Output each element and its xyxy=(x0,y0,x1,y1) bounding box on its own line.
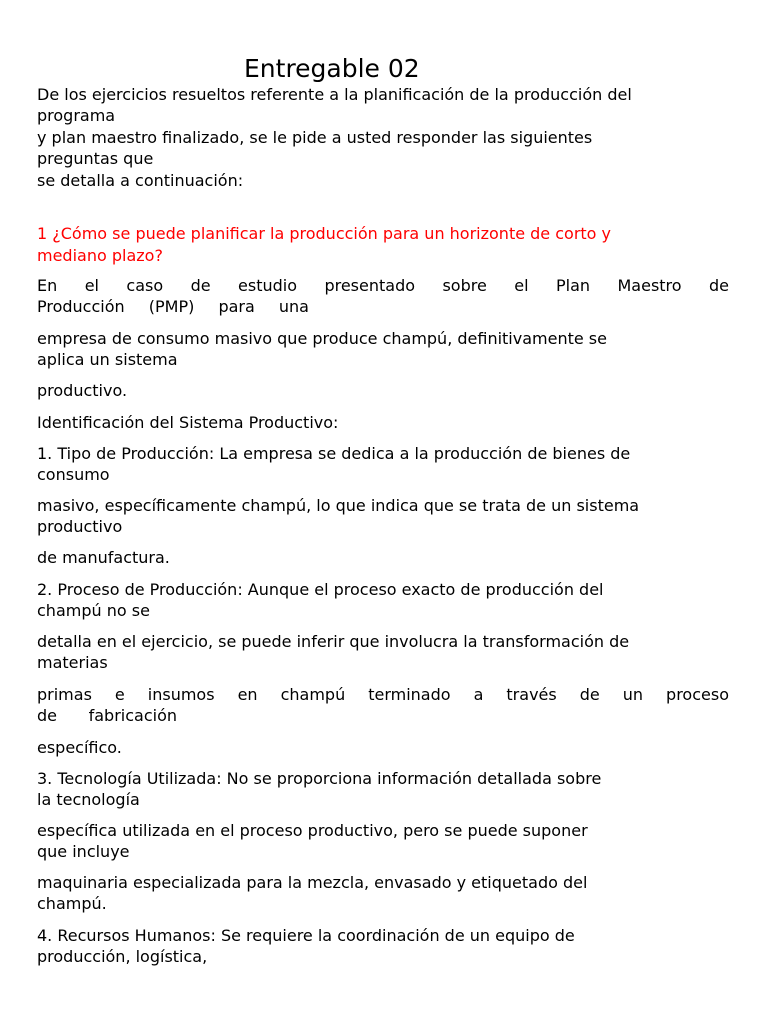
paragraph-line: champú no se xyxy=(37,601,150,620)
word: Maestro xyxy=(617,276,682,295)
word: en xyxy=(237,685,258,704)
word: primas xyxy=(37,685,92,704)
word: champú xyxy=(280,685,346,704)
word: insumos xyxy=(147,685,215,704)
word: través xyxy=(506,685,557,704)
word: proceso xyxy=(666,685,729,704)
justified-line xyxy=(37,296,309,318)
paragraph-line: que incluye xyxy=(37,842,130,861)
word: e xyxy=(114,685,125,704)
word: estudio xyxy=(238,276,298,295)
paragraph-line: champú. xyxy=(37,894,107,913)
justified-line xyxy=(37,275,729,297)
paragraph-line: la tecnología xyxy=(37,790,140,809)
word: Producción xyxy=(37,297,125,316)
paragraph-line: aplica un sistema xyxy=(37,350,178,369)
question-heading: 1 ¿Cómo se puede planificar la producción para un horizonte de corto y xyxy=(37,224,612,243)
intro-line: y plan maestro finalizado, se le pide a usted responder las siguientes xyxy=(37,128,593,147)
paragraph-line: de manufactura. xyxy=(37,548,170,567)
word: un xyxy=(622,685,644,704)
justified-line xyxy=(37,705,177,727)
paragraph-line: maquinaria especializada para la mezcla, envasado y etiquetado del xyxy=(37,873,588,892)
paragraph-line: empresa de consumo masivo que produce champú, definitivamente se xyxy=(37,329,607,348)
word: una xyxy=(278,297,309,316)
paragraph-line: específico. xyxy=(37,738,122,757)
word: (PMP) xyxy=(148,297,195,316)
question-heading: mediano plazo? xyxy=(37,246,163,265)
word: En xyxy=(37,276,58,295)
paragraph-line: 3. Tecnología Utilizada: No se proporciona información detallada sobre xyxy=(37,769,602,788)
word: el xyxy=(84,276,99,295)
intro-line: se detalla a continuación: xyxy=(37,171,244,190)
paragraph-line: 1. Tipo de Producción: La empresa se dedica a la producción de bienes de xyxy=(37,444,631,463)
intro-line: preguntas que xyxy=(37,149,154,168)
word: de xyxy=(37,706,57,725)
paragraph-line: 4. Recursos Humanos: Se requiere la coordinación de un equipo de xyxy=(37,926,575,945)
paragraph-line: producción, logística, xyxy=(37,947,208,966)
intro-line: programa xyxy=(37,106,116,125)
word: presentado xyxy=(324,276,416,295)
justified-line xyxy=(37,684,729,706)
word: el xyxy=(514,276,529,295)
paragraph-line: consumo xyxy=(37,465,110,484)
word: sobre xyxy=(442,276,487,295)
paragraph-line: detalla en el ejercicio, se puede inferir que involucra la transformación de xyxy=(37,632,630,651)
paragraph-line: productivo. xyxy=(37,381,128,400)
word: de xyxy=(579,685,600,704)
word: caso xyxy=(126,276,164,295)
word: Plan xyxy=(556,276,591,295)
paragraph-line: 2. Proceso de Producción: Aunque el proceso exacto de producción del xyxy=(37,580,604,599)
word: de xyxy=(190,276,211,295)
intro-line: De los ejercicios resueltos referente a la planificación de la producción del xyxy=(37,85,632,104)
paragraph-line: materias xyxy=(37,653,108,672)
section-label: Identificación del Sistema Productivo: xyxy=(37,413,339,432)
word: a xyxy=(473,685,484,704)
word: fabricación xyxy=(88,706,177,725)
paragraph-line: productivo xyxy=(37,517,123,536)
paragraph-line: masivo, específicamente champú, lo que indica que se trata de un sistema xyxy=(37,496,640,515)
word: de xyxy=(709,276,729,295)
document-title: Entregable 02 xyxy=(244,54,420,83)
paragraph-line: específica utilizada en el proceso productivo, pero se puede suponer xyxy=(37,821,588,840)
word: terminado xyxy=(368,685,451,704)
word: para xyxy=(218,297,255,316)
